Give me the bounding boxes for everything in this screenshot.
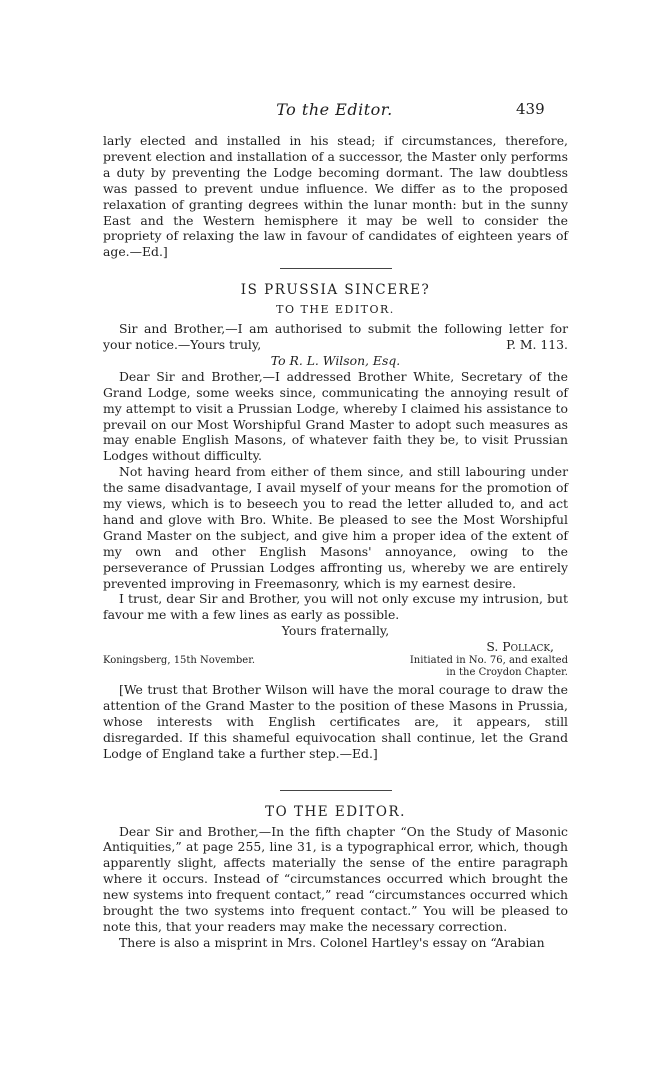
closing-line: Yours fraternally, — [281, 623, 390, 639]
second-letter-paragraph-1: Dear Sir and Brother,—In the fifth chapter “On the Study of Masonic Antiquities,” at page 255, line 31, is a typographical error, which, though apparently slight, affects materially the sense of the entire paragraph where it occurs. Instead of “circumstances occurred which brought the new systems into frequent contact,” read “circumstances occurred which brought the two systems into frequent contact.” You will be pleased to note this, that your readers may make the necessary correction. — [103, 823, 568, 934]
second-letter-paragraph-2: There is also a misprint in Mrs. Colonel Hartley's essay on “Arabian — [119, 934, 545, 950]
running-head-title: To the Editor. — [276, 100, 393, 119]
signature-details — [103, 655, 568, 679]
letter-paragraph-2: Not having heard from either of them since, and still labouring under the same disadvantage, I avail myself of your means for the promotion of my views, which is to beseech you to read the letter alluded to, and act hand and glove with Bro. White. Be pleased to see the Most Worshipful Grand Master on the subject, and give him a proper idea of the extent of my own and other English Masons' annoyance, owing to the perseverance of Prussian Lodges affronting us, whereby we are entirely prevented improving in Freemasonry, which is my earnest desire. — [103, 464, 568, 591]
greeting-signature: P. M. 113. — [506, 336, 568, 352]
text-column — [103, 133, 568, 951]
page-number: 439 — [516, 100, 545, 118]
spacer — [103, 762, 568, 782]
article-title: IS PRUSSIA SINCERE? — [240, 282, 431, 299]
second-letter-title: TO THE EDITOR. — [265, 803, 406, 820]
intro-paragraph: larly elected and installed in his stead; if circumstances, therefore, prevent election and installation of a successor, the Master only performs a duty by preventing the Lodge becoming dormant. The law doubtless was passed to prevent undue influence. We differ as to the proposed relaxation of granting degrees within the lunar month: but in the sunny East and the Western hemisphere it may be well to consider the propriety of relaxing the law in favour of candidates of eighteen years of age.—Ed.] — [103, 133, 568, 260]
section-divider — [280, 268, 392, 269]
signature-note-line-2: in the Croydon Chapter. — [446, 667, 568, 679]
section-divider-2 — [280, 790, 392, 791]
editor-note: [We trust that Brother Wilson will have the moral courage to draw the attention of the Grand Master to the position of these Masons in Prussia, whose interests with English certificates are, it appears, still disregarded. If this shameful equivocation shall continue, let the Grand Lodge of England take a further step.—Ed.] — [103, 682, 568, 761]
greeting-paragraph — [103, 321, 568, 353]
signature-note-line-1: Initiated in No. 76, and exalted — [409, 655, 568, 667]
greeting-text: Sir and Brother,—I am authorised to submit the following letter for your notice.—Yours truly, — [103, 321, 568, 352]
place-date: Koningsberg, 15th November. — [103, 655, 256, 667]
letter-paragraph-3: I trust, dear Sir and Brother, you will not only excuse my intrusion, but favour me with a few lines as early as possible. — [103, 591, 568, 623]
signature: S. Pollack, — [486, 639, 554, 655]
signature-note — [410, 655, 568, 679]
letter-paragraph-1: Dear Sir and Brother,—I addressed Brother White, Secretary of the Grand Lodge, some weeks since, communicating the annoying result of my attempt to visit a Prussian Lodge, whereby I claimed his assistance to prevail on our Most Worshipful Grand Master to adopt such measures as may enable English Masons, of whatever faith they be, to visit Prussian Lodges without difficulty. — [103, 368, 568, 464]
addressee-line: To R. L. Wilson, Esq. — [270, 352, 401, 368]
article-subtitle: TO THE EDITOR. — [276, 303, 395, 317]
